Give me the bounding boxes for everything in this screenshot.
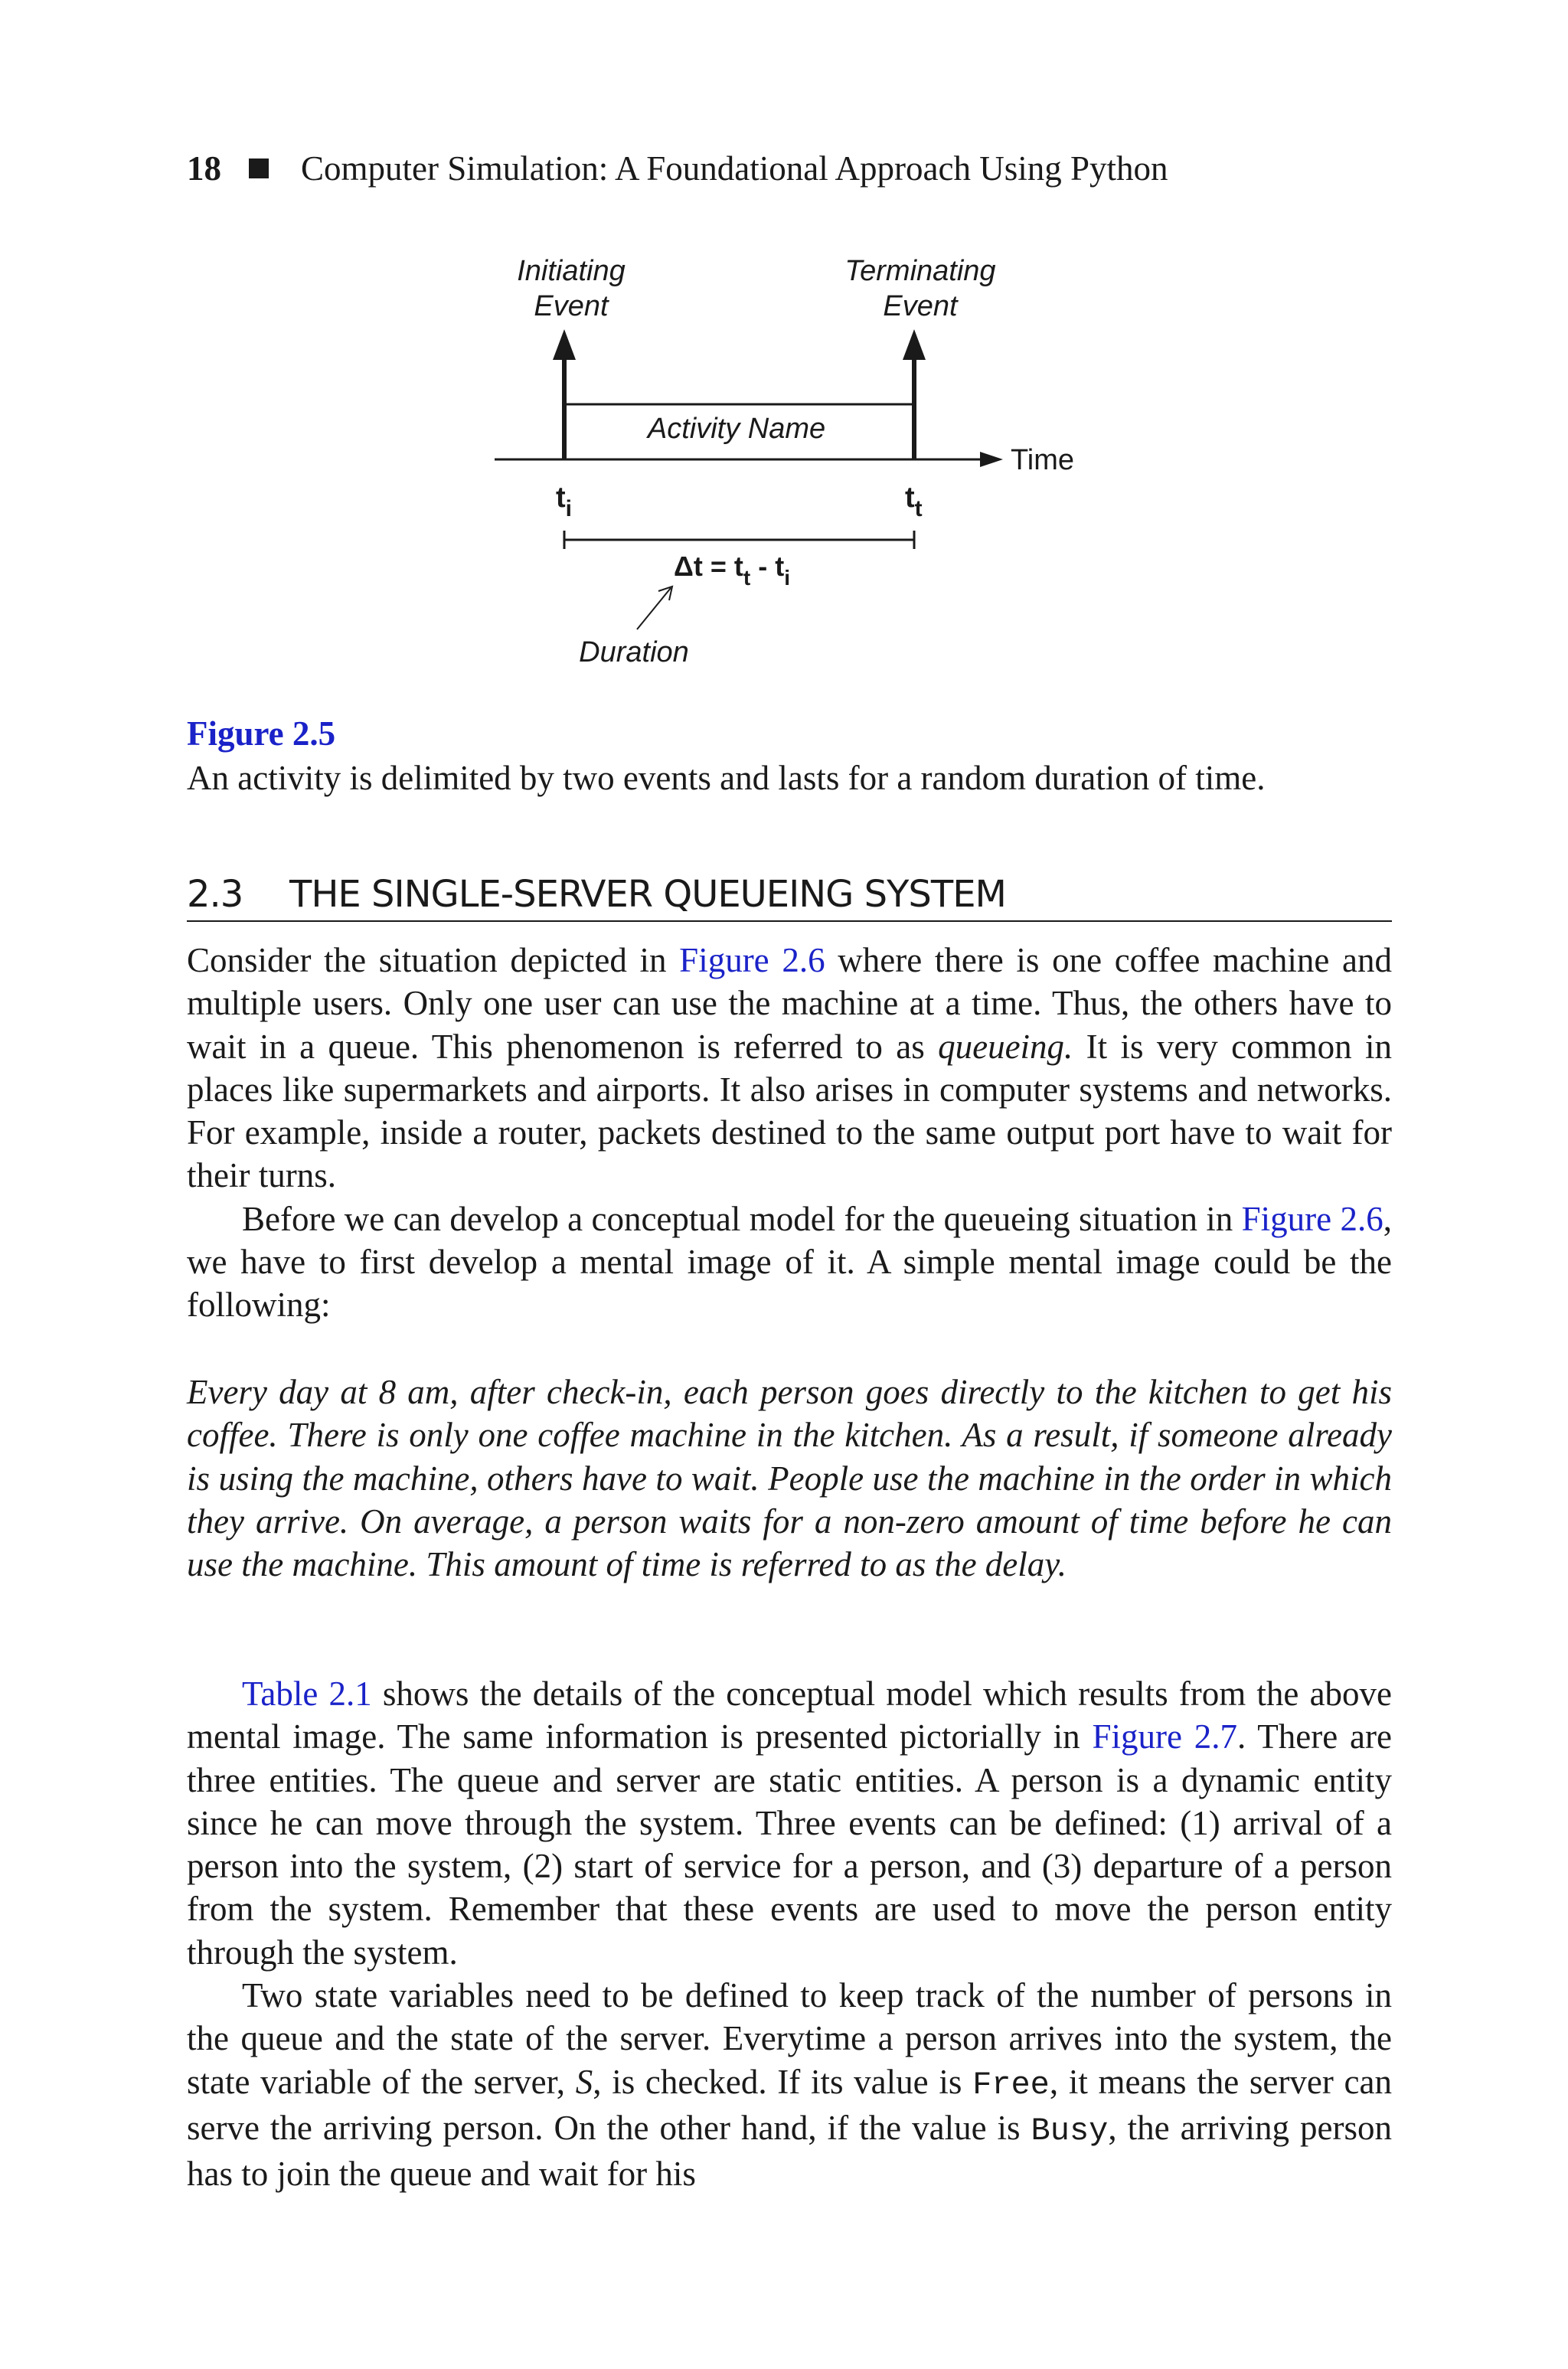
activity-diagram-svg <box>429 245 1133 689</box>
figure-label: Figure 2.5 <box>187 714 336 753</box>
body-block-2 <box>187 1672 1392 2196</box>
figure-caption: An activity is delimited by two events and lasts for a random duration of time. <box>187 759 1266 797</box>
duration-label: Duration <box>579 636 689 668</box>
paragraph-1-text-a: Consider the situation depicted in <box>187 941 680 979</box>
paragraph-4-text-d: , the arriving person has to join the queue and wait for his <box>187 2108 1392 2194</box>
t-initiating-label: $t_i$ <box>556 482 572 521</box>
running-header <box>187 145 1412 191</box>
paragraph-1-text-c: It is very common in places like supermarkets and airports. It also arises in computer systems and networks. For example, inside a router, packets destined to the same output port have to wait for their turns. <box>187 1027 1392 1195</box>
server-state-variable: S <box>575 2062 593 2101</box>
duration-pointer-arrow <box>637 588 671 629</box>
figure-2-6-link-2[interactable]: Figure 2.6 <box>1241 1199 1383 1238</box>
paragraph-4-text-b: , is checked. If its value is <box>593 2062 973 2101</box>
initiating-event-label-1: Initiating <box>517 255 626 287</box>
paragraph-3-text-b: . There are three entities. The queue and server are static entities. A person is a dynamic entity since he can move through the system. Three events can be defined: (1) arrival of a person into the system, (2) start of service for a person, and (3) departure of a person from the system. Remember that these events are used to move the person entity through the system. <box>187 1717 1392 1972</box>
activity-diagram <box>429 245 1133 689</box>
figure-2-6-link[interactable]: Figure 2.6 <box>679 941 825 979</box>
body-block-1 <box>187 939 1392 1327</box>
busy-value: Busy <box>1031 2112 1109 2149</box>
activity-name-label: Activity Name <box>647 413 826 445</box>
section-number: 2.3 <box>187 873 243 916</box>
paragraph-2 <box>187 1198 1392 1327</box>
paragraph-2-text-a: Before we can develop a conceptual model for the queueing situation in <box>242 1199 1242 1238</box>
terminating-arrowhead <box>903 329 926 360</box>
time-axis-arrowhead <box>980 452 1003 467</box>
paragraph-1 <box>187 939 1392 1198</box>
section-heading <box>187 870 1392 922</box>
free-value: Free <box>972 2066 1050 2103</box>
t-terminating-label: $t_t$ <box>905 482 923 521</box>
paragraph-4 <box>187 1974 1392 2195</box>
figure-2-7-link[interactable]: Figure 2.7 <box>1092 1717 1238 1756</box>
paragraph-1-text-b: where there is one coffee machine and multiple users. Only one user can use the machine at a time. Thus, the others have to wait in a queue. This phenomenon is referred to as <box>187 941 1392 1066</box>
section-title: THE SINGLE-SERVER QUEUEING SYSTEM <box>289 873 1006 916</box>
paragraph-3 <box>187 1672 1392 1974</box>
paragraph-3-text-a: shows the details of the conceptual model which results from the above mental image. The same information is presented pictorially in <box>187 1675 1393 1756</box>
time-label: Time <box>1011 444 1075 476</box>
mental-image-quote: Every day at 8 am, after check-in, each person goes directly to the kitchen to get his coffee. There is only one coffee machine in the kitchen. As a result, if someone already is using the machine, others have to wait. People use the machine in the order in which they arrive. On average, a person waits for a non-zero amount of time before he can use the machine. This amount of time is referred to as the delay. <box>187 1373 1392 1584</box>
paragraph-4-text-c: , it means the server can serve the arriving person. On the other hand, if the value is <box>187 2062 1392 2147</box>
paragraph-4-text-a: Two state variables need to be defined to keep track of the number of persons in the queue and the state of the server. Everytime a person arrives into the system, the state variable of the server, <box>187 1976 1392 2101</box>
book-title: Computer Simulation: A Foundational Approach Using Python <box>301 149 1168 188</box>
delta-t-formula: $\Delta t = t_t - t_i$ <box>674 551 790 590</box>
paragraph-2-text-b: , we have to first develop a mental image of it. A simple mental image could be the following: <box>187 1199 1392 1325</box>
table-2-1-link[interactable]: Table 2.1 <box>242 1675 372 1713</box>
terminating-event-label-1: Terminating <box>844 255 996 287</box>
terminating-event-label-2: Event <box>883 290 958 322</box>
initiating-event-label-2: Event <box>534 290 609 322</box>
header-square-bullet <box>249 158 269 178</box>
initiating-arrowhead <box>553 329 576 360</box>
queueing-term: queueing. <box>938 1027 1073 1066</box>
page-number: 18 <box>187 149 221 188</box>
